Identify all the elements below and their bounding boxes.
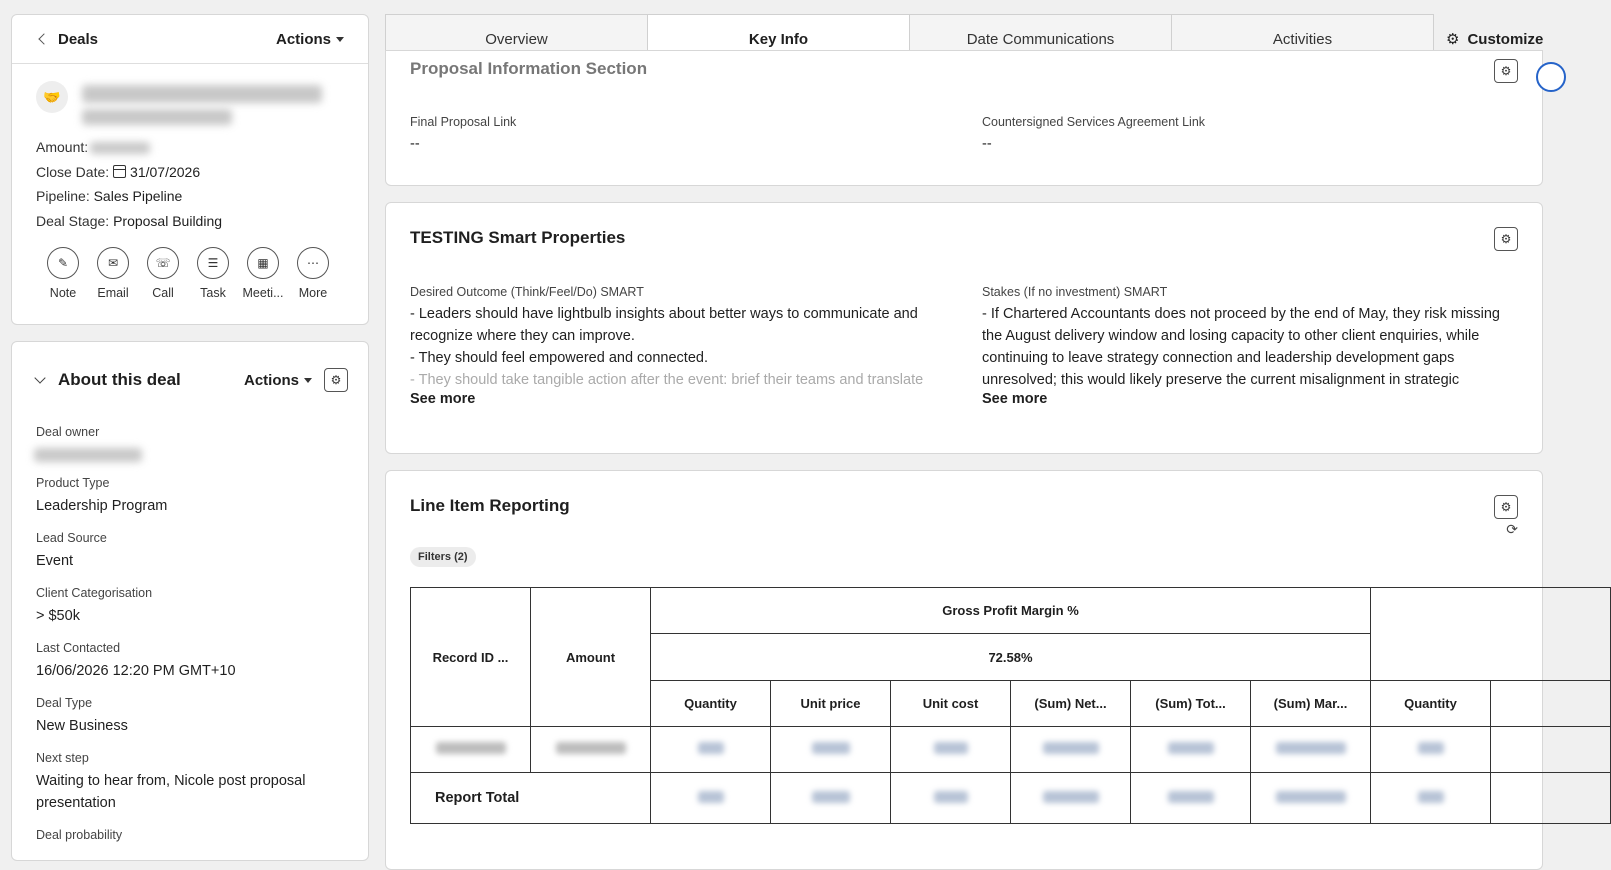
table-cell — [1131, 773, 1251, 824]
email-icon: ✉ — [97, 247, 129, 279]
report-total-row — [411, 773, 1611, 824]
deal-identity — [36, 81, 322, 125]
prop-deal-probability[interactable] — [36, 827, 346, 843]
table-cell — [1251, 727, 1371, 773]
field-value: -- — [982, 136, 992, 152]
section-title: Line Item Reporting — [410, 496, 570, 515]
caret-down-icon — [304, 378, 312, 383]
prop-value: Waiting to hear from, Nicole post proposal presentation — [36, 773, 306, 811]
report-total-label: Report Total — [411, 773, 651, 824]
field-stakes[interactable] — [982, 285, 1522, 407]
about-settings-button[interactable] — [324, 368, 348, 392]
close-date-value[interactable]: 31/07/2026 — [130, 163, 201, 180]
field-countersigned-agreement-link[interactable] — [982, 115, 1205, 155]
prop-label: Client Categorisation — [36, 586, 153, 600]
pipeline-label: Pipeline: — [36, 188, 90, 204]
deal-stage-row — [36, 209, 222, 234]
about-actions-label: Actions — [243, 371, 299, 389]
close-date-row — [36, 160, 222, 185]
prop-value: Event — [36, 553, 74, 569]
field-final-proposal-link[interactable] — [410, 115, 516, 155]
report-table-container[interactable] — [410, 587, 1518, 827]
col-header-unit-price[interactable]: Unit price — [771, 681, 891, 727]
table-cell — [891, 773, 1011, 824]
tab-overview[interactable]: Overview — [386, 15, 648, 64]
prop-lead-source[interactable] — [36, 530, 346, 572]
field-label: Final Proposal Link — [410, 115, 517, 129]
deal-stage-value[interactable]: Proposal Building — [113, 212, 223, 229]
task-button[interactable] — [188, 247, 238, 300]
see-more-link[interactable]: See more — [982, 391, 1048, 407]
tab-key-info[interactable]: Key Info — [648, 15, 910, 64]
table-cell — [1011, 773, 1131, 824]
deal-stage-label: Deal Stage: — [36, 212, 110, 229]
back-label: Deals — [58, 30, 99, 48]
caret-down-icon — [336, 37, 344, 42]
email-label: Email — [97, 286, 129, 300]
meeting-icon: ▦ — [247, 247, 279, 279]
outcome-line: - They should take tangible action after the event: brief their teams and translate — [410, 372, 924, 388]
filters-badge[interactable]: Filters (2) — [410, 547, 476, 567]
table-cell — [651, 773, 771, 824]
prop-label: Last Contacted — [36, 641, 121, 655]
col-header-sum-margin[interactable]: (Sum) Mar... — [1251, 681, 1371, 727]
meeting-button[interactable] — [238, 247, 288, 300]
chevron-left-icon — [38, 33, 49, 44]
chevron-down-icon[interactable] — [34, 372, 45, 383]
outcome-line: - Leaders should have lightbulb insights about better ways to communicate and recognize where they can improve. — [410, 306, 918, 344]
more-label: More — [298, 286, 328, 300]
field-desired-outcome[interactable] — [410, 285, 940, 407]
section-title: TESTING Smart Properties — [410, 228, 626, 247]
note-label: Note — [49, 286, 77, 300]
handshake-icon: 🤝 — [36, 81, 68, 113]
table-cell — [1491, 773, 1611, 824]
meeting-label: Meeti... — [242, 286, 284, 300]
field-label: Desired Outcome (Think/Feel/Do) SMART — [410, 285, 644, 299]
about-actions-dropdown[interactable] — [244, 372, 312, 389]
gear-icon: ⚙ — [1500, 64, 1512, 78]
tab-activities[interactable]: Activities — [1272, 31, 1333, 48]
table-cell — [1371, 727, 1491, 773]
group-header-next — [1371, 588, 1611, 681]
deal-owner-redacted — [34, 448, 142, 462]
col-header-quantity[interactable]: Quantity — [651, 681, 771, 727]
table-row[interactable] — [411, 727, 1611, 773]
more-button[interactable] — [288, 247, 338, 300]
see-more-link[interactable]: See more — [410, 391, 476, 407]
actions-label: Actions — [275, 30, 331, 48]
col-header-sum-net[interactable]: (Sum) Net... — [1011, 681, 1131, 727]
more-icon: ⋯ — [297, 247, 329, 279]
prop-value: 16/06/2026 12:20 PM GMT+10 — [36, 663, 236, 679]
amount-row — [36, 135, 222, 160]
note-icon: ✎ — [47, 247, 79, 279]
prop-deal-type[interactable] — [36, 695, 346, 737]
table-cell — [1011, 727, 1131, 773]
field-value — [410, 303, 940, 388]
back-to-deals-link[interactable] — [40, 31, 98, 48]
customize-button[interactable] — [1446, 30, 1543, 48]
prop-next-step[interactable] — [36, 750, 346, 814]
report-table — [410, 587, 1611, 824]
section-settings-button[interactable] — [1494, 227, 1518, 251]
record-header — [12, 15, 368, 64]
table-cell — [1491, 727, 1611, 773]
table-cell — [531, 727, 651, 773]
table-cell — [651, 727, 771, 773]
group-header-value: 72.58% — [651, 634, 1371, 681]
table-cell — [771, 727, 891, 773]
gear-icon: ⚙ — [1500, 232, 1512, 246]
prop-label: Next step — [36, 751, 89, 765]
line-item-reporting-section — [385, 470, 1543, 870]
sidebar-toggle-icon[interactable] — [1536, 62, 1566, 92]
pipeline-row — [36, 184, 222, 209]
deal-name-redacted — [82, 81, 322, 125]
calendar-icon — [113, 165, 126, 178]
about-title[interactable]: About this deal — [58, 370, 181, 389]
prop-value: > $50k — [36, 608, 80, 624]
col-header-record-id[interactable]: Record ID ... — [411, 588, 531, 727]
field-label: Countersigned Services Agreement Link — [982, 115, 1206, 129]
col-header-quantity-2[interactable]: Quantity — [1371, 681, 1491, 727]
note-button[interactable] — [38, 247, 88, 300]
gear-icon: ⚙ — [330, 373, 342, 387]
col-header-unit-cost[interactable]: Unit cost — [891, 681, 1011, 727]
amount-value-redacted — [90, 142, 150, 154]
prop-deal-owner[interactable] — [36, 424, 346, 462]
about-header — [36, 368, 348, 392]
gear-icon: ⚙ — [1446, 31, 1460, 48]
deal-key-properties — [36, 135, 222, 233]
about-properties — [36, 424, 346, 856]
pipeline-value[interactable]: Sales Pipeline — [93, 188, 183, 204]
col-header-amount[interactable]: Amount — [531, 588, 651, 727]
tab-date-communications[interactable]: Date Communications — [910, 15, 1172, 64]
customize-label: Customize — [1467, 30, 1544, 48]
table-cell — [1131, 727, 1251, 773]
col-header-extra — [1491, 681, 1611, 727]
table-cell — [1371, 773, 1491, 824]
prop-label: Deal Type — [36, 696, 93, 710]
outcome-line: - They should feel empowered and connected. — [410, 350, 708, 366]
section-settings-button[interactable] — [1494, 59, 1518, 83]
table-cell — [771, 773, 891, 824]
prop-label: Deal probability — [36, 828, 123, 842]
col-header-sum-total[interactable]: (Sum) Tot... — [1131, 681, 1251, 727]
prop-label: Deal owner — [36, 425, 100, 439]
prop-label: Product Type — [36, 476, 110, 490]
table-cell — [1251, 773, 1371, 824]
field-value — [982, 303, 1522, 388]
table-cell — [411, 727, 531, 773]
field-value: -- — [410, 136, 420, 152]
call-label: Call — [152, 286, 174, 300]
prop-product-type[interactable] — [36, 475, 346, 517]
proposal-information-section — [385, 50, 1543, 186]
prop-client-categorisation[interactable] — [36, 585, 346, 627]
prop-value: Leadership Program — [36, 498, 168, 514]
activity-actions — [38, 247, 338, 300]
record-summary-card — [11, 14, 369, 325]
refresh-icon[interactable]: ⟳ — [1506, 521, 1518, 537]
call-icon: ☏ — [147, 247, 179, 279]
gear-icon: ⚙ — [1500, 500, 1512, 514]
testing-smart-properties-section — [385, 202, 1543, 454]
amount-label: Amount: — [36, 139, 89, 155]
about-deal-card — [11, 341, 369, 861]
prop-value: New Business — [36, 718, 128, 734]
stakes-line: - If Chartered Accountants does not proceed by the end of May, they risk missing the August delivery window and losing capacity to other client enquiries, while continuing to leave strategy connection and leadership development gaps unresolved; this would likely preserve the current misalignment in strategic — [982, 306, 1500, 388]
section-title: Proposal Information Section — [410, 59, 648, 78]
task-icon: ☰ — [197, 247, 229, 279]
record-actions-dropdown[interactable] — [276, 31, 344, 48]
task-label: Task — [200, 286, 226, 300]
field-label: Stakes (If no investment) SMART — [982, 285, 1168, 299]
section-settings-button[interactable] — [1494, 495, 1518, 519]
email-button[interactable] — [88, 247, 138, 300]
close-date-label: Close Date: — [36, 163, 110, 180]
group-header-gross-profit: Gross Profit Margin % — [651, 588, 1371, 634]
call-button[interactable] — [138, 247, 188, 300]
prop-label: Lead Source — [36, 531, 107, 545]
prop-last-contacted[interactable] — [36, 640, 346, 682]
table-cell — [891, 727, 1011, 773]
